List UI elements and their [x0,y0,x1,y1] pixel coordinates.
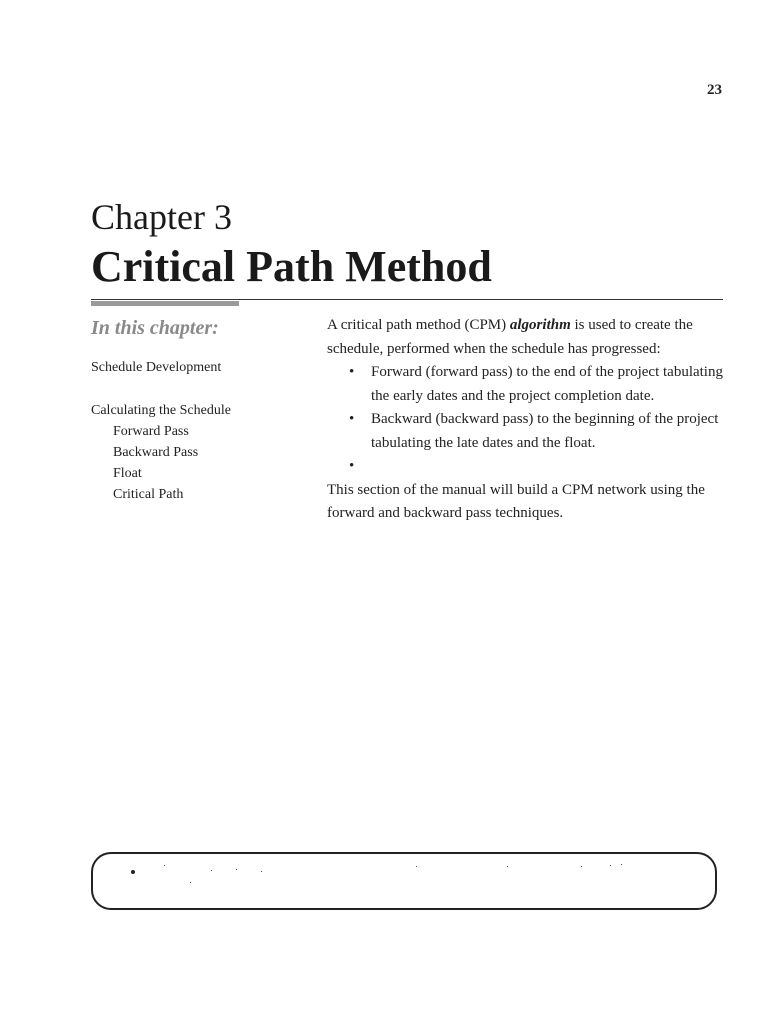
list-item [327,361,723,408]
toc-item-backward-pass: Backward Pass [113,445,199,460]
scan-speck [416,866,417,867]
chapter-body [327,314,723,526]
title-rule [91,299,723,300]
note-box [91,852,717,910]
toc-item-critical-path: Critical Path [113,487,184,502]
page-number: 23 [707,82,722,98]
algorithm-term: algorithm [509,317,571,333]
scan-speck [621,864,622,865]
sidebar-accent-rule [91,301,239,306]
list-item [327,455,723,479]
bullet-text-forward-pass: Forward (forward pass) to the end of the project tabulating the early dates and the project completion date. [371,364,723,404]
toc-spacer [91,378,291,400]
sidebar-heading: In this chapter: [91,317,219,339]
toc-item-calculating-the-schedule: Calculating the Schedule [91,403,231,418]
toc-item-float: Float [113,466,142,481]
note-bullet-dot [131,870,135,874]
scan-speck [164,865,165,866]
bullet-mark: • [349,411,355,427]
closing-paragraph: This section of the manual will build a CPM network using the forward and backward pass techniques. [327,481,705,521]
toc-item-forward-pass: Forward Pass [113,424,189,439]
chapter-contents-sidebar [91,316,291,505]
chapter-title: Critical Path Method [91,242,492,291]
list-item [327,408,723,455]
scan-speck [236,869,237,870]
bullet-mark: • [349,458,355,474]
chapter-label: Chapter 3 [91,197,232,237]
bullet-text-backward-pass: Backward (backward pass) to the beginning of the project tabulating the late dates and the float. [371,411,719,451]
scan-speck [507,866,508,867]
intro-text-start: A critical path method (CPM) [327,317,510,333]
intro-paragraph [327,314,723,361]
scan-speck [261,871,262,872]
scan-speck [190,882,191,883]
intro-text-end: is used to create the schedule, performed when the schedule has progressed: [327,317,693,357]
bullet-mark: • [349,364,355,380]
scan-speck [581,866,582,867]
bullet-list [327,361,723,479]
scan-speck [610,865,611,866]
scan-speck [211,870,212,871]
toc-item-schedule-development: Schedule Development [91,360,222,375]
